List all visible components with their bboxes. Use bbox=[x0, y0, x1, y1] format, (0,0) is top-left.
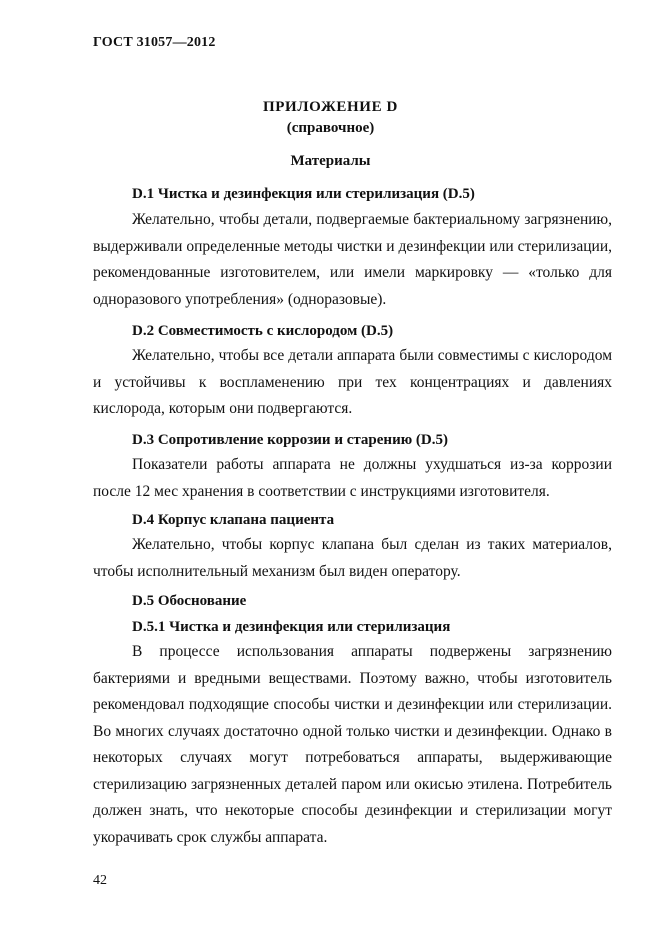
section-heading-d3: D.3 Сопротивление коррозии и старению (D.5) bbox=[132, 432, 448, 448]
page-number: 42 bbox=[93, 873, 107, 888]
document-code-header: ГОСТ 31057—2012 bbox=[93, 35, 216, 50]
appendix-title: ПРИЛОЖЕНИЕ D bbox=[263, 99, 398, 115]
section-text-d4: Желательно, чтобы корпус клапана был сделан из таких материалов, чтобы исполнительный механизм был виден оператору. bbox=[93, 536, 612, 580]
section-heading-d4: D.4 Корпус клапана пациента bbox=[132, 512, 335, 528]
section-title: Материалы bbox=[290, 153, 371, 169]
section-heading-d5: D.5 Обоснование bbox=[132, 593, 247, 609]
section-text-d2: Желательно, чтобы все детали аппарата были совместимы с кислородом и устойчивы к воспламенению при тех концентрациях и давлениях кислорода, которым они подвергаются. bbox=[93, 347, 612, 417]
section-text-d5-1: В процессе использования аппараты подвержены загрязнению бактериями и вредными веществами. Поэтому важно, чтобы изготовитель рекомендовал подходящие способы чистки и дезинфекции или стерилизации. Во многих случаях достаточно одной только чистки и дезинфекции. Однако в некоторых случаях могут потребоваться аппараты, выдерживающие стерилизацию загрязненных деталей паром или окисью этилена. Потребитель должен знать, что некоторые способы дезинфекции и стерилизации могут укорачивать срок службы аппарата. bbox=[93, 643, 612, 846]
section-heading-d2: D.2 Совместимость с кислородом (D.5) bbox=[132, 323, 394, 339]
section-text-d3: Показатели работы аппарата не должны ухудшаться из-за коррозии после 12 мес хранения в соответствии с инструкциями изготовителя. bbox=[93, 456, 612, 500]
section-heading-d5-1: D.5.1 Чистка и дезинфекция или стерилизация bbox=[132, 619, 451, 635]
section-text-d1: Желательно, чтобы детали, подвергаемые бактериальному загрязнению, выдерживали определенные методы чистки и дезинфекции или стерилизации, рекомендованные изготовителем, или имели маркировку — «только для одноразового употребления» (одноразовые). bbox=[93, 211, 612, 308]
section-heading-d1: D.1 Чистка и дезинфекция или стерилизация (D.5) bbox=[132, 186, 475, 202]
appendix-subtitle: (справочное) bbox=[286, 120, 375, 136]
